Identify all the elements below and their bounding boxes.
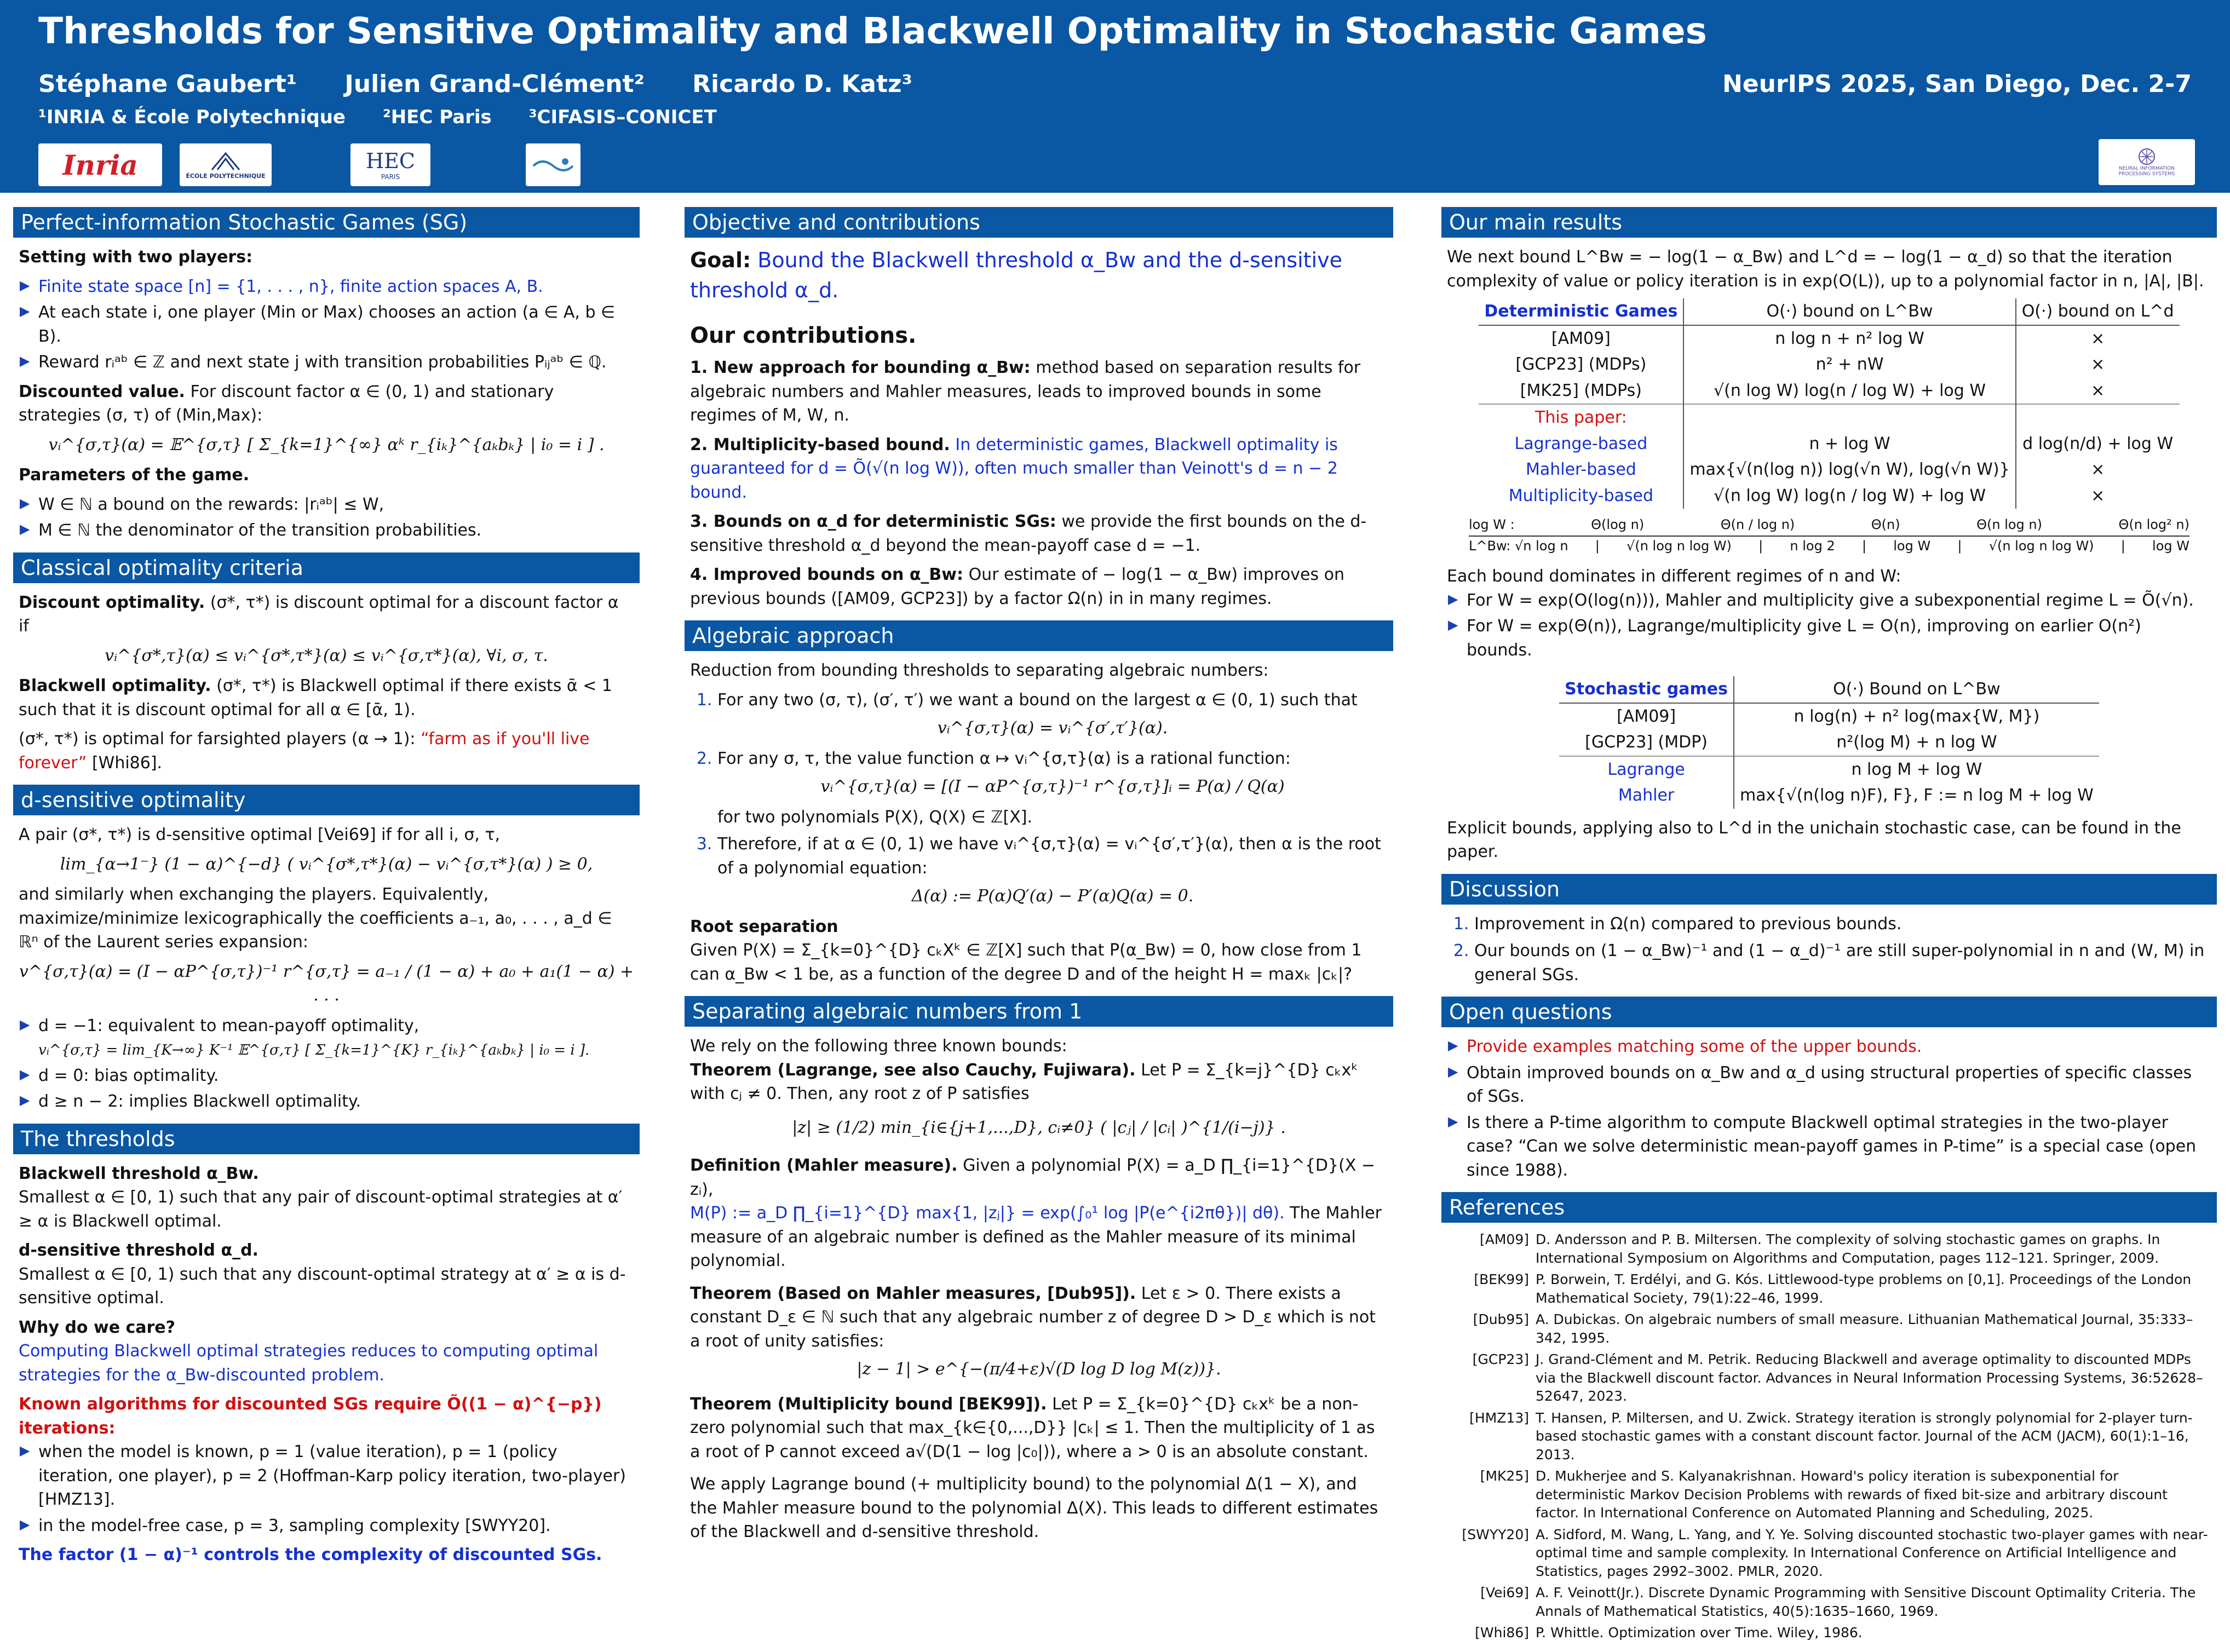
equation: Δ(α) := P(α)Q′(α) − P′(α)Q(α) = 0. xyxy=(911,887,1194,906)
reference-item: [BEK99] P. Borwein, T. Erdélyi, and G. Kós. Littlewood-type problems on [0,1]. Proceedings of the London Mathematical Society, 79(1):22–46, 1999. xyxy=(1474,1271,2192,1306)
setting-label: Setting with two players: xyxy=(19,247,253,267)
section-heading: Separating algebraic numbers from 1 xyxy=(685,996,1393,1027)
author-2: Julien Grand-Clément² xyxy=(344,70,645,98)
section-separating xyxy=(685,996,1393,1544)
table-row: Multiplicity-based √(n log W) log(n / log W) + log W × xyxy=(1479,483,2179,509)
author-3: Ricardo D. Katz³ xyxy=(692,70,912,98)
discount-optimality-text: (σ*, τ*) is discount optimal for a discount factor α if xyxy=(19,592,619,636)
contribution-item: 3. Bounds on α_d for deterministic SGs: we provide the first bounds on the d-sensitive threshold α_d beyond the mean-payoff case d = −1. xyxy=(690,512,1367,555)
hec-logo: HEC PARIS xyxy=(350,143,430,186)
table-row: [AM09] n log n + n² log W × xyxy=(1479,325,2179,352)
section-heading: Open questions xyxy=(1441,997,2217,1027)
reference-item: [Whi86] P. Whittle. Optimization over Time. Wiley, 1986. xyxy=(1475,1625,1863,1641)
polytechnique-logo: ÉCOLE POLYTECHNIQUE xyxy=(180,143,272,186)
blackwell-optimality-text: (σ*, τ*) is Blackwell optimal if there exists ᾱ < 1 such that it is discount optimal for all α ∈ [ᾱ, 1). xyxy=(19,676,612,719)
section-thresholds xyxy=(13,1124,640,1567)
table-row: [GCP23] (MDP) n²(log M) + n log W xyxy=(1559,729,2099,756)
section-classical xyxy=(13,552,640,775)
blackwell-optimality-label: Blackwell optimality. xyxy=(19,676,211,695)
table-row: [AM09] n log(n) + n² log(max{W, M}) xyxy=(1559,703,2099,730)
mahler-text-2: The Mahler measure of an algebraic number is defined as the Mahler measure of its minimal polynomial. xyxy=(690,1204,1382,1271)
blackwell-threshold-label: Blackwell threshold α_Bw. xyxy=(19,1164,259,1183)
contributions-title: Our contributions. xyxy=(690,323,917,349)
multiplicity-label: Theorem (Multiplicity bound [BEK99]). xyxy=(690,1394,1047,1414)
cifasis-logo xyxy=(526,143,581,186)
section-heading: References xyxy=(1441,1192,2217,1223)
mahler-equation: M(P) := a_D ∏_{i=1}^{D} max{1, |zⱼ|} = exp(∫₀¹ log |P(e^{i2πθ})| dθ). xyxy=(690,1204,1285,1223)
list-item: ▶ d = −1: equivalent to mean-payoff optimality, vᵢ^{σ,τ} = lim_{K→∞} K⁻¹ 𝔼^{σ,τ} [ Σ_{k=1}^{K} r_{iₖ}^{aₖbₖ} | i₀ = i ]. xyxy=(38,1014,634,1062)
farsighted-text: (σ*, τ*) is optimal for farsighted players (α → 1): xyxy=(19,729,416,749)
lagrange-equation: |z| ≥ (1/2) min_{i∈{j+1,...,D}, cᵢ≠0} ( |cⱼ| / |cᵢ| )^{1/(i−j)} . xyxy=(792,1118,1286,1137)
section-heading: Perfect-information Stochastic Games (SG) xyxy=(13,207,640,238)
list-item: ▶ Obtain improved bounds on α_Bw and α_d using structural properties of specific classes of SGs. xyxy=(1467,1061,2211,1109)
regimes-diagram xyxy=(1469,515,2189,559)
column-2 xyxy=(685,207,1393,1554)
list-item: 1. For any two (σ, τ), (σ′, τ′) we want a bound on the largest α ∈ (0, 1) such that vᵢ^{σ,τ}(α) = vᵢ^{σ′,τ′}(α). xyxy=(717,688,1388,740)
cifasis-emblem-icon xyxy=(531,154,575,176)
reference-item: [AM09] D. Andersson and P. B. Miltersen. The complexity of solving stochastic games on graphs. In International Symposium on Algorithms and Computation, pages 112–121. Springer, 2009. xyxy=(1480,1231,2160,1266)
affiliation-3: ³CIFASIS–CONICET xyxy=(528,106,717,128)
mean-payoff-equation: vᵢ^{σ,τ} = lim_{K→∞} K⁻¹ 𝔼^{σ,τ} [ Σ_{k=1}^{K} r_{iₖ}^{aₖbₖ} | i₀ = i ]. xyxy=(38,1042,590,1058)
farsighted-ref: [Whi86]. xyxy=(91,753,163,773)
table-header: O(·) bound on L^Bw xyxy=(1683,298,2015,325)
table-header: Stochastic games xyxy=(1559,676,1734,703)
list-item: ▶ For W = exp(Θ(n)), Lagrange/multiplicity give L = O(n), improving on earlier O(n²) bounds. xyxy=(1467,614,2211,662)
section-heading: Algebraic approach xyxy=(685,620,1393,651)
section-references xyxy=(1441,1192,2217,1642)
contribution-item: 4. Improved bounds on α_Bw: Our estimate of − log(1 − α_Bw) improves on previous bounds ([AM09, GCP23]) by a factor Ω(n) in in many regimes. xyxy=(690,565,1344,608)
multiplicity-text: Let P = Σ_{k=0}^{D} cₖxᵏ be a non-zero polynomial such that max_{k∈{0,...,D}} |cₖ| ≤ 1. Then the multiplicity of 1 as a root of P cannot exceed a√(D(1 − log |c₀|)), where a > 0 is an absolute constant. xyxy=(690,1394,1375,1461)
section-d-sensitive xyxy=(13,785,640,1114)
list-item: ▶ For W = exp(O(log(n))), Mahler and multiplicity give a subexponential regime L = Õ(√n). xyxy=(1467,589,2211,613)
discounted-equation: vᵢ^{σ,τ}(α) = 𝔼^{σ,τ} [ Σ_{k=1}^{∞} αᵏ r_{iₖ}^{aₖbₖ} | i₀ = i ] . xyxy=(48,435,605,454)
dominates-text: Each bound dominates in different regimes of n and W: xyxy=(1447,567,1901,586)
affiliation-2: ²HEC Paris xyxy=(382,106,492,128)
authors xyxy=(38,70,952,98)
section-heading: The thresholds xyxy=(13,1124,640,1154)
inria-logo: Inria xyxy=(38,143,162,186)
root-separation-text: Given P(X) = Σ_{k=0}^{D} cₖXᵏ ∈ ℤ[X] such that P(α_Bw) = 0, how close from 1 can α_Bw < 1 be, as a function of the degree D and of the height H = maxₖ |cₖ|? xyxy=(690,941,1362,984)
list-item: ▶ Finite state space [n] = {1, . . . , n}, finite action spaces A, B. xyxy=(38,275,634,299)
d-threshold-label: d-sensitive threshold α_d. xyxy=(19,1241,258,1260)
section-heading: Classical optimality criteria xyxy=(13,552,640,583)
reference-item: [HMZ13] T. Hansen, P. Miltersen, and U. Zwick. Strategy iteration is strongly polynomial for 2-player turn-based stochastic games with a constant discount factor. Journal of the ACM (JACM), 60(1):1–16, 2013. xyxy=(1469,1409,2193,1463)
list-item: ▶ in the model-free case, p = 3, sampling complexity [SWYY20]. xyxy=(38,1514,634,1538)
list-item: ▶ M ∈ ℕ the denominator of the transition probabilities. xyxy=(38,519,634,543)
list-item: ▶ At each state i, one player (Min or Max) chooses an action (a ∈ A, b ∈ B). xyxy=(38,301,634,348)
contribution-item: 1. New approach for bounding α_Bw: method based on separation results for algebraic numbers and Mahler measures, leads to improved bounds in some regimes of M, W, n. xyxy=(690,358,1361,425)
main-results-intro: We next bound L^Bw = − log(1 − α_Bw) and L^d = − log(1 − α_d) so that the iteration complexity of value or policy iteration is in exp(O(L)), up to a polynomial factor in n, |A|, |B|. xyxy=(1447,247,2204,291)
list-item: 1. Improvement in Ω(n) compared to previous bounds. xyxy=(1474,912,2211,936)
table-row: Lagrange-based n + log W d log(n/d) + log W xyxy=(1479,431,2179,457)
laurent-equation: v^{σ,τ}(α) = (I − αP^{σ,τ})⁻¹ r^{σ,τ} = a₋₁ / (1 − α) + a₀ + a₁(1 − α) + . . . xyxy=(19,962,634,1005)
params-label: Parameters of the game. xyxy=(19,465,250,485)
table-row: [GCP23] (MDPs) n² + nW × xyxy=(1479,352,2179,378)
separating-intro: We rely on the following three known bounds: xyxy=(690,1037,1067,1056)
table-row: [MK25] (MDPs) √(n log W) log(n / log W) + log W × xyxy=(1479,378,2179,405)
section-sg xyxy=(13,207,640,543)
d-sensitive-intro: A pair (σ*, τ*) is d-sensitive optimal [Vei69] if for all i, σ, τ, xyxy=(19,825,501,844)
d-threshold-text: Smallest α ∈ [0, 1) such that any discount-optimal strategy at α′ ≥ α is d-sensitive optimal. xyxy=(19,1264,626,1308)
why-care-label: Why do we care? xyxy=(19,1317,176,1337)
table-header: Deterministic Games xyxy=(1479,298,1683,325)
reference-item: [Vei69] A. F. Veinott(Jr.). Discrete Dynamic Programming with Sensitive Discount Optimality Criteria. The Annals of Mathematical Statistics, 40(5):1635–1660, 1969. xyxy=(1480,1585,2196,1619)
discount-optimality-equation: vᵢ^{σ*,τ}(α) ≤ vᵢ^{σ*,τ*}(α) ≤ vᵢ^{σ,τ*}(α), ∀i, σ, τ. xyxy=(105,646,548,665)
dubickas-label: Theorem (Based on Mahler measures, [Dub95]). xyxy=(690,1283,1136,1303)
column-3 xyxy=(1441,207,2217,1652)
table-row: Mahler max{√(n(log n)F), F}, F := n log M + log W xyxy=(1559,782,2099,809)
section-open-questions xyxy=(1441,997,2217,1182)
mahler-label: Definition (Mahler measure). xyxy=(690,1156,958,1176)
reference-item: [GCP23] J. Grand-Clément and M. Petrik. Reducing Blackwell and average optimality to discounted MDPs via the Blackwell discount factor. Advances in Neural Information Processing Systems, 36:52628–52647, 2023. xyxy=(1472,1351,2203,1404)
section-objective xyxy=(685,207,1393,611)
neurips-emblem-icon xyxy=(2135,147,2159,166)
farsighted-quote: “farm as if you'll live forever” xyxy=(19,729,590,773)
mahler-text: Given a polynomial P(X) = a_D ∏_{i=1}^{D}(X − zᵢ), xyxy=(690,1156,1376,1199)
author-1: Stéphane Gaubert¹ xyxy=(38,70,297,98)
reference-item: [MK25] D. Mukherjee and S. Kalyanakrishnan. Howard's policy iteration is subexponential for deterministic Markov Decision Problems with rewards of fixed bit-size and arbitrary discount factor. In International Conference on Automated Planning and Scheduling, 2025. xyxy=(1480,1468,2168,1521)
dubickas-text: Let ε > 0. There exists a constant D_ε ∈ ℕ such that any algebraic number z of degree D > D_ε which is not a root of unity satisfies: xyxy=(690,1283,1376,1351)
section-discussion xyxy=(1441,874,2217,987)
table-header: O(·) bound on L^d xyxy=(2016,298,2180,325)
goal: Goal: Bound the Blackwell threshold α_Bw and the d-sensitive threshold α_d. xyxy=(690,248,1342,303)
separating-final: We apply Lagrange bound (+ multiplicity bound) to the polynomial Δ(1 − X), and the Mahler measure bound to the polynomial Δ(X). This leads to different estimates of the Blackwell and d-sensitive threshold. xyxy=(690,1475,1378,1542)
list-item: ▶ Provide examples matching some of the upper bounds. xyxy=(1467,1035,2211,1059)
list-item: ▶ when the model is known, p = 1 (value iteration), p = 1 (policy iteration, one player), p = 2 (Hoffman-Karp policy iteration, two-player) [HMZ13]. xyxy=(38,1440,634,1512)
list-item: ▶ Is there a P-time algorithm to compute Blackwell optimal strategies in the two-player case? “Can we solve deterministic mean-payoff games in P-time” is a special case (open since 1988). xyxy=(1467,1111,2211,1183)
poster-title: Thresholds for Sensitive Optimality and Blackwell Optimality in Stochastic Games xyxy=(38,10,1707,52)
lagrange-text: Let P = Σ_{k=j}^{D} cₖxᵏ with cⱼ ≠ 0. Then, any root z of P satisfies xyxy=(690,1060,1359,1104)
list-item: 2. For any σ, τ, the value function α ↦ vᵢ^{σ,τ}(α) is a rational function: vᵢ^{σ,τ}(α) = [(I − αP^{σ,τ})⁻¹ r^{σ,τ}]ᵢ = P(α) / Q(α) for two polynomials P(X), Q(X) ∈ ℤ[X]. xyxy=(717,747,1388,830)
why-care-text: Computing Blackwell optimal strategies reduces to computing optimal strategies for the α_Bw-discounted problem. xyxy=(19,1342,599,1385)
dubickas-equation: |z − 1| > e^{−(π/4+ε)√(D log D log M(z))}. xyxy=(857,1360,1221,1379)
equation: vᵢ^{σ,τ}(α) = vᵢ^{σ′,τ′}(α). xyxy=(937,718,1168,738)
discounted-label: Discounted value. xyxy=(19,382,185,401)
section-algebraic xyxy=(685,620,1393,986)
algebraic-intro: Reduction from bounding thresholds to separating algebraic numbers: xyxy=(690,661,1269,681)
list-item: ▶ W ∈ ℕ a bound on the rewards: |rᵢᵃᵇ| ≤ W, xyxy=(38,493,634,517)
table-row: This paper: xyxy=(1479,404,2179,431)
contribution-item: 2. Multiplicity-based bound. In deterministic games, Blackwell optimality is guaranteed for d = Õ(√(n log W)), often much smaller than Veinott's d = n − 2 bound. xyxy=(690,435,1338,502)
list-item: 3. Therefore, if at α ∈ (0, 1) we have vᵢ^{σ,τ}(α) = vᵢ^{σ′,τ′}(α), then α is the root of a polynomial equation: Δ(α) := P(α)Q′(α) − P′(α)Q(α) = 0. xyxy=(717,832,1388,908)
stochastic-games-table xyxy=(1559,676,2099,809)
poster-header xyxy=(0,0,2230,193)
column-1 xyxy=(13,207,640,1577)
section-heading: Discussion xyxy=(1441,874,2217,905)
list-item: ▶ d ≥ n − 2: implies Blackwell optimality. xyxy=(38,1090,634,1114)
reference-item: [Dub95] A. Dubickas. On algebraic numbers of small measure. Lithuanian Mathematical Journal, 35:333–342, 1995. xyxy=(1473,1311,2193,1346)
discounted-text: For discount factor α ∈ (0, 1) and stationary strategies (σ, τ) of (Min,Max): xyxy=(19,382,554,425)
table-row: Mahler-based max{√(n(log n)) log(√n W), log(√n W)} × xyxy=(1479,457,2179,483)
affiliations xyxy=(38,106,748,128)
deterministic-games-table xyxy=(1479,298,2179,509)
table-header: O(·) Bound on L^Bw xyxy=(1734,676,2099,703)
table-row: Lagrange n log M + log W xyxy=(1559,756,2099,783)
explicit-bounds-text: Explicit bounds, applying also to L^d in the unichain stochastic case, can be found in the paper. xyxy=(1447,818,2181,861)
lagrange-label: Theorem (Lagrange, see also Cauchy, Fujiwara). xyxy=(690,1060,1136,1080)
regimes-bottom-row: L^Bw: √n log n | √(n log n log W) | n log 2 | log W | √(n log n log W) | log W xyxy=(1469,538,2189,554)
equation: vᵢ^{σ,τ}(α) = [(I − αP^{σ,τ})⁻¹ r^{σ,τ}]ᵢ = P(α) / Q(α) xyxy=(820,777,1285,797)
section-heading: Objective and contributions xyxy=(685,207,1393,238)
blackwell-threshold-text: Smallest α ∈ [0, 1) such that any pair of discount-optimal strategies at α′ ≥ α is Blackwell optimal. xyxy=(19,1188,623,1231)
section-heading: d-sensitive optimality xyxy=(13,785,640,815)
affiliation-1: ¹INRIA & École Polytechnique xyxy=(38,106,346,128)
root-separation-label: Root separation xyxy=(690,917,838,936)
neurips-logo: NEURAL INFORMATION PROCESSING SYSTEMS xyxy=(2099,139,2195,185)
section-main-results xyxy=(1441,207,2217,864)
polytechnique-emblem-icon xyxy=(209,151,242,172)
d-sensitive-equation: lim_{α→1⁻} (1 − α)^{−d} ( vᵢ^{σ*,τ*}(α) − vᵢ^{σ,τ*}(α) ) ≥ 0, xyxy=(60,854,593,874)
d-sensitive-text: and similarly when exchanging the players. Equivalently, maximize/minimize lexicographically the coefficients a₋₁, a₀, . . . , a_d ∈ ℝⁿ of the Laurent series expansion: xyxy=(19,885,612,952)
regimes-top-row: log W : Θ(log n) Θ(n / log n) Θ(n) Θ(n log n) Θ(n log² n) xyxy=(1469,515,2189,537)
list-item: ▶ d = 0: bias optimality. xyxy=(38,1064,634,1088)
discount-optimality-label: Discount optimality. xyxy=(19,592,205,612)
known-algorithms-text: Known algorithms for discounted SGs require Õ((1 − α)^{−p}) iterations: xyxy=(19,1395,602,1438)
reference-item: [SWYY20] A. Sidford, M. Wang, L. Yang, and Y. Ye. Solving discounted stochastic two-player games with near-optimal time and sample complexity. In International Conference on Artificial Intelligence and Statistics, pages 2992–3002. PMLR, 2020. xyxy=(1462,1526,2208,1579)
section-heading: Our main results xyxy=(1441,207,2217,238)
venue: NeurIPS 2025, San Diego, Dec. 2-7 xyxy=(1722,70,2192,98)
list-item: ▶ Reward rᵢᵃᵇ ∈ ℤ and next state j with transition probabilities Pᵢⱼᵃᵇ ∈ ℚ. xyxy=(38,350,634,375)
final-text: The factor (1 − α)⁻¹ controls the complexity of discounted SGs. xyxy=(19,1545,602,1564)
list-item: 2. Our bounds on (1 − α_Bw)⁻¹ and (1 − α_d)⁻¹ are still super-polynomial in n and (W, M) in general SGs. xyxy=(1474,939,2211,987)
